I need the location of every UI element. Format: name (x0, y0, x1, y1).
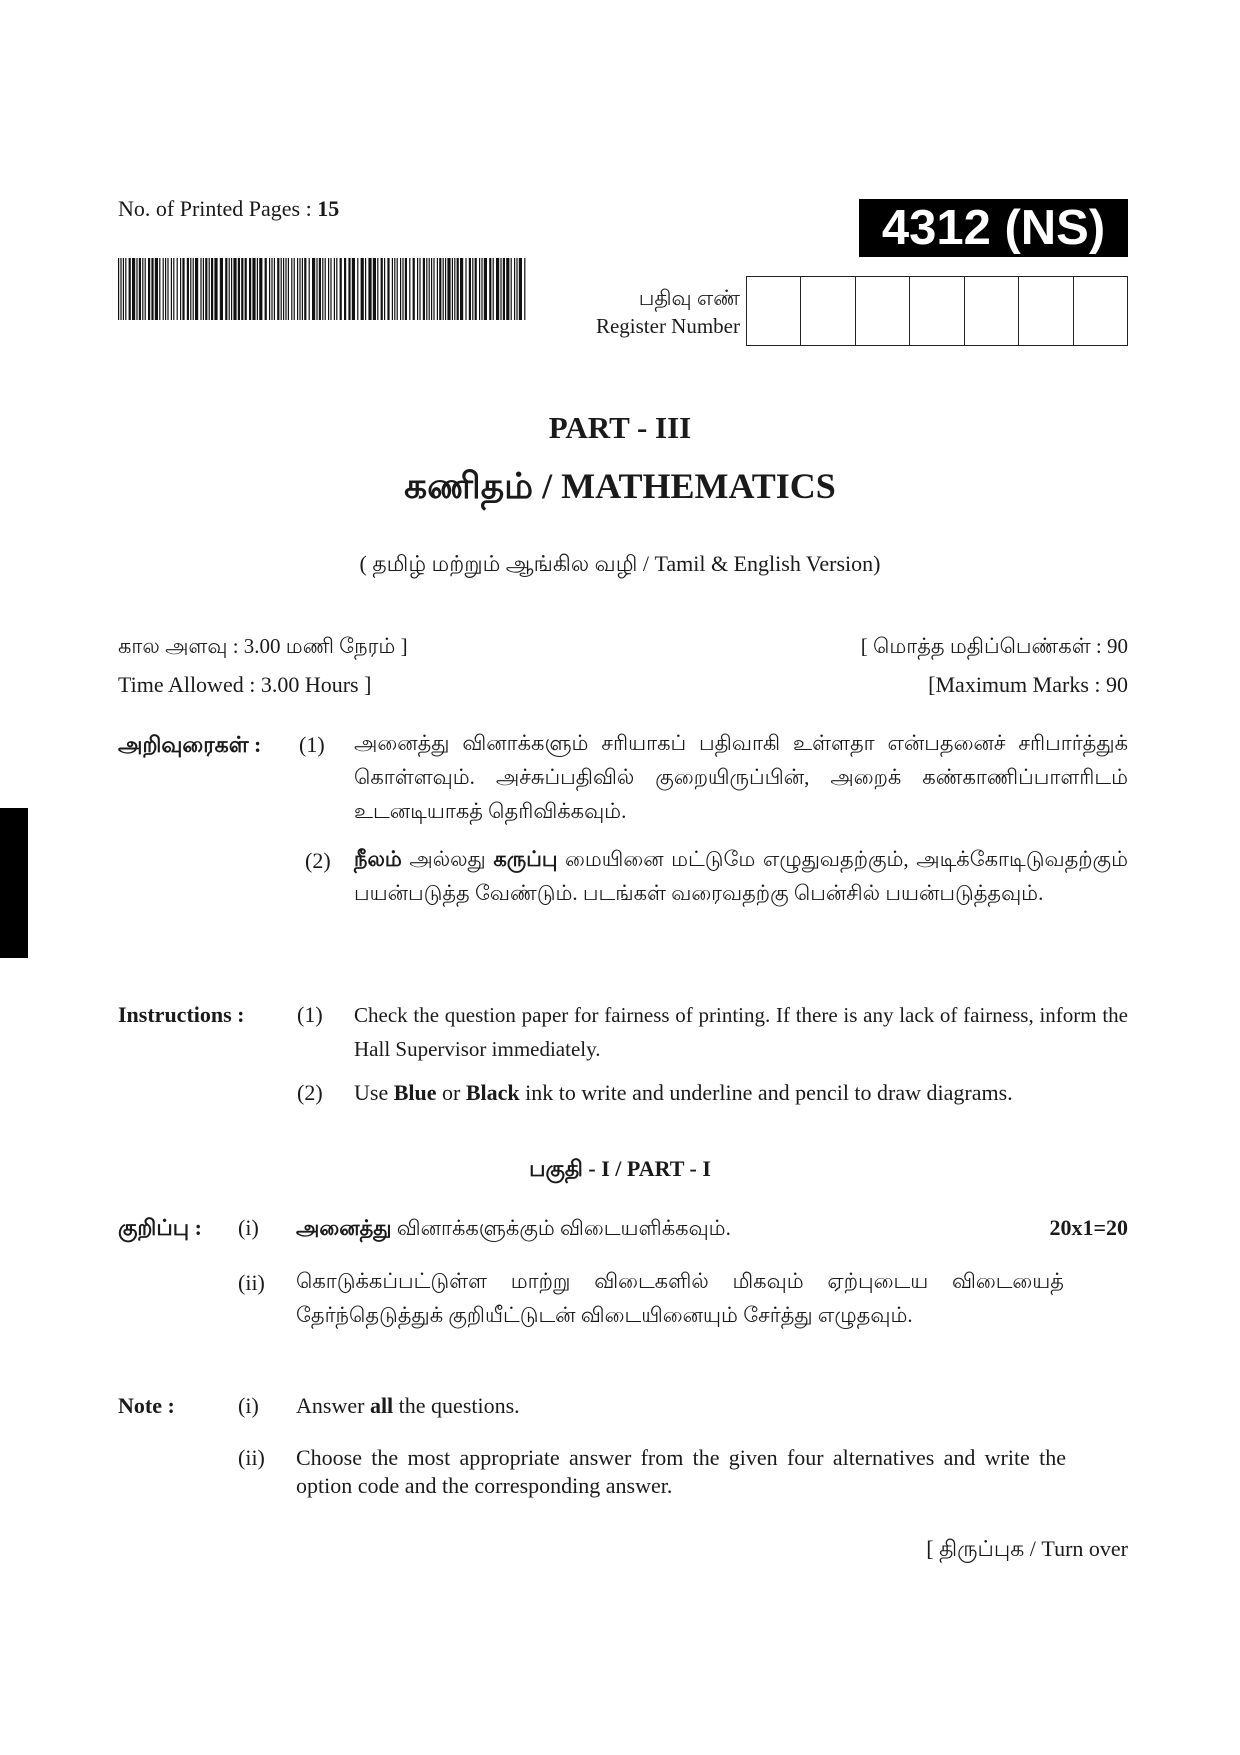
barcode-bar (496, 258, 499, 320)
barcode-bar (265, 258, 267, 320)
barcode-bar (304, 258, 306, 320)
note-tamil-2: கொடுக்கப்பட்டுள்ள மாற்று விடைகளில் மிகவும் ஏற்புடைய விடையைத் தேர்ந்தெடுத்துக் குறியீட்டுடன் விடையினையும் சேர்த்து எழுதவும். (296, 1269, 1064, 1327)
barcode-bar (352, 258, 355, 320)
instruction-english-1: Check the question paper for fairness of printing. If there is any lack of fairness, inform the Hall Supervisor immediately. (354, 1003, 1128, 1061)
barcode-bar (171, 258, 172, 320)
barcode-bar (259, 258, 262, 320)
instruction-number: (2) (297, 1080, 323, 1105)
barcode-bar (426, 258, 427, 320)
time-allowed-tamil: கால அளவு : 3.00 மணி நேரம் ] (118, 634, 408, 658)
barcode-bar (377, 258, 378, 320)
barcode-bar (159, 258, 160, 320)
text-fragment: Use (354, 1080, 394, 1105)
barcode-bar (249, 258, 251, 320)
barcode-bar (200, 258, 201, 320)
barcode-bar (245, 258, 247, 320)
instruction-tamil-1: அனைத்து வினாக்களும் சரியாகப் பதிவாகி உள்ளதா என்பதனைச் சரிபார்த்துக் கொள்ளவும். அச்சுப்பதிவில் குறையிருப்பின், அறைக் கண்காணிப்பாளரிடம் உடனடியாகத் தெரிவிக்கவும். (354, 731, 1128, 823)
note-number: (ii) (238, 1270, 265, 1295)
barcode-bar (465, 258, 466, 320)
barcode-bar (413, 258, 415, 320)
part-heading: PART - III (548, 410, 692, 445)
barcode-bar (238, 258, 240, 320)
barcode-bar (516, 258, 517, 320)
barcode-bar (361, 258, 364, 320)
barcode-bar (417, 258, 418, 320)
barcode-bar (180, 258, 181, 320)
barcode-bar (484, 258, 487, 320)
printed-pages-label: No. of Printed Pages : (118, 196, 318, 221)
barcode-bar (165, 258, 166, 320)
barcode-bar (472, 258, 473, 320)
register-digit-box[interactable] (965, 277, 1019, 345)
barcode-bar (500, 258, 501, 320)
barcode-bar (368, 258, 371, 320)
barcode-bar (214, 258, 217, 320)
barcode-bar (460, 258, 463, 320)
barcode-bar (177, 258, 178, 320)
black-word: Black (465, 1080, 520, 1105)
text-fragment: அல்லது (401, 847, 494, 871)
barcode-bar (437, 258, 438, 320)
barcode-bar (322, 258, 323, 320)
note-number: (i) (238, 1393, 259, 1418)
instruction-number: (1) (297, 1002, 323, 1027)
barcode-bar (489, 258, 491, 320)
text-fragment: மையினை மட்டுமே எழுதுவதற்கும், அடிக்கோடிடுவதற்கும் பயன்படுத்த வேண்டும். படங்கள் வரைவதற்கு பென்சில் பயன்படுத்தவும். (354, 847, 1128, 905)
instruction-english-2 (354, 1080, 1134, 1106)
barcode-bar (148, 258, 150, 320)
barcode-bar (340, 258, 342, 320)
barcode-bar (182, 258, 184, 320)
barcode-bar (397, 258, 398, 320)
barcode-bar (433, 258, 434, 320)
note-number: (ii) (238, 1445, 265, 1470)
barcode-bar (173, 258, 174, 320)
barcode-bar (195, 258, 198, 320)
register-number-boxes[interactable] (746, 276, 1128, 346)
barcode-bar (316, 258, 317, 320)
barcode-bar (257, 258, 258, 320)
barcode-bar (402, 258, 403, 320)
instruction-number: (1) (299, 732, 325, 757)
barcode-bar (325, 258, 326, 320)
barcode-bar (365, 258, 366, 320)
barcode-bar (524, 258, 525, 320)
barcode-bar (220, 258, 223, 320)
text-fragment: வினாக்களுக்கும் விடையளிக்கவும். (391, 1216, 731, 1240)
register-number-label (540, 284, 740, 340)
black-word: கருப்பு (493, 847, 558, 871)
text-fragment: the questions. (393, 1393, 520, 1418)
barcode-bar (231, 258, 232, 320)
barcode-bar (387, 258, 389, 320)
barcode-bar (384, 258, 385, 320)
note-tamil-1 (296, 1216, 731, 1243)
barcode-bar (241, 258, 243, 320)
barcode-bar (409, 258, 410, 320)
barcode-bar (190, 258, 191, 320)
barcode-bar (299, 258, 300, 320)
barcode-bar (225, 258, 227, 320)
instruction-tamil-2 (354, 842, 1128, 910)
barcode-bar (302, 258, 303, 320)
version-line: ( தமிழ் மற்றும் ஆங்கில வழி / Tamil & English Version) (359, 551, 881, 576)
barcode-bar (167, 258, 168, 320)
barcode-bar (475, 258, 477, 320)
text-fragment: Answer (296, 1393, 370, 1418)
barcode-bar (334, 258, 335, 320)
barcode-bar (493, 258, 494, 320)
barcode-bar (519, 258, 522, 320)
note-tamil-label: குறிப்பு : (118, 1215, 202, 1240)
barcode-bar (269, 258, 270, 320)
all-word: all (369, 1393, 394, 1418)
barcode-bar (211, 258, 213, 320)
barcode-icon (118, 258, 526, 320)
barcode-bar (271, 258, 272, 320)
section-heading: பகுதி - I / PART - I (529, 1156, 711, 1181)
barcode-bar (312, 258, 315, 320)
blue-word: நீலம் (354, 847, 402, 871)
barcode-bar (423, 258, 425, 320)
barcode-bar (445, 258, 446, 320)
barcode-bar (151, 258, 153, 320)
instruction-number: (2) (305, 848, 331, 873)
maximum-marks-english: [Maximum Marks : 90 (928, 672, 1128, 697)
instructions-tamil-label: அறிவுரைகள் : (118, 732, 262, 757)
barcode-bar (503, 258, 505, 320)
barcode-bar (233, 258, 236, 320)
barcode-bar (139, 258, 141, 320)
barcode-bar (187, 258, 189, 320)
note-number: (i) (238, 1215, 259, 1240)
barcode-bar (400, 258, 401, 320)
edge-marker (0, 808, 28, 958)
barcode-bar (431, 258, 432, 320)
barcode-bar (281, 258, 282, 320)
register-digit-box[interactable] (1019, 277, 1073, 345)
barcode-bar (309, 258, 310, 320)
barcode-bar (330, 258, 331, 320)
barcode-bar (357, 258, 358, 320)
barcode-bar (285, 258, 286, 320)
barcode-bar (297, 258, 298, 320)
time-allowed-english: Time Allowed : 3.00 Hours ] (118, 672, 372, 697)
all-word: அனைத்து (296, 1216, 392, 1240)
printed-pages-value: 15 (317, 196, 340, 221)
barcode-bar (344, 258, 346, 320)
note-english-2: Choose the most appropriate answer from the given four alternatives and write the option code and the corresponding answer. (296, 1445, 1066, 1498)
barcode-bar (348, 258, 350, 320)
barcode-bar (469, 258, 471, 320)
barcode-bar (454, 258, 455, 320)
barcode-bar (294, 258, 295, 320)
barcode-bar (132, 258, 135, 320)
barcode-bar (163, 258, 164, 320)
barcode-bar (328, 258, 329, 320)
note-english-label: Note : (118, 1393, 175, 1418)
maximum-marks-tamil: [ மொத்த மதிப்பெண்கள் : 90 (860, 634, 1128, 658)
register-digit-box[interactable] (1074, 277, 1127, 345)
barcode-bar (288, 258, 289, 320)
paper-code: 4312 (NS) (859, 199, 1128, 257)
blue-word: Blue (393, 1080, 437, 1105)
barcode-bar (452, 258, 453, 320)
instructions-english-label: Instructions : (118, 1002, 245, 1027)
barcode-bar (252, 258, 255, 320)
barcode-bar (506, 258, 509, 320)
barcode-bar (405, 258, 407, 320)
barcode-bar (373, 258, 376, 320)
text-fragment: or (436, 1080, 466, 1105)
barcode-bar (511, 258, 512, 320)
barcode-bar (447, 258, 450, 320)
turn-over-note: [ திருப்புக / Turn over (926, 1536, 1128, 1561)
register-digit-box[interactable] (747, 277, 801, 345)
barcode-bar (479, 258, 480, 320)
barcode-bar (429, 258, 430, 320)
barcode-bar (203, 258, 204, 320)
barcode-bar (142, 258, 143, 320)
barcode-bar (155, 258, 158, 320)
register-digit-box[interactable] (856, 277, 910, 345)
printed-pages-count (118, 196, 339, 222)
subject-heading: கணிதம் / MATHEMATICS (404, 466, 836, 506)
barcode-bar (205, 258, 207, 320)
barcode-bar (443, 258, 444, 320)
register-digit-box[interactable] (801, 277, 855, 345)
register-digit-box[interactable] (910, 277, 964, 345)
barcode-bar (274, 258, 275, 320)
barcode-bar (120, 258, 121, 320)
barcode-bar (381, 258, 383, 320)
barcode-bar (209, 258, 210, 320)
barcode-bar (439, 258, 441, 320)
barcode-bar (419, 258, 420, 320)
barcode-bar (481, 258, 482, 320)
text-fragment: ink to write and underline and pencil to draw diagrams. (519, 1080, 1013, 1105)
register-label-english: Register Number (595, 314, 740, 338)
marks-distribution: 20x1=20 (1049, 1215, 1128, 1240)
register-label-tamil: பதிவு எண் (638, 286, 740, 310)
barcode-bar (136, 258, 137, 320)
barcode-bar (193, 258, 194, 320)
barcode-bar (125, 258, 126, 320)
barcode-bar (291, 258, 292, 320)
barcode-bar (145, 258, 146, 320)
barcode-bar (336, 258, 337, 320)
barcode-bar (123, 258, 124, 320)
barcode-bar (514, 258, 515, 320)
barcode-bar (229, 258, 230, 320)
barcode-bar (394, 258, 395, 320)
barcode-bar (129, 258, 131, 320)
barcode-bar (277, 258, 279, 320)
barcode-bar (283, 258, 284, 320)
barcode-bar (319, 258, 321, 320)
note-english-1 (296, 1393, 520, 1419)
barcode-bar (392, 258, 393, 320)
barcode-bar (118, 258, 119, 320)
barcode-bar (457, 258, 459, 320)
